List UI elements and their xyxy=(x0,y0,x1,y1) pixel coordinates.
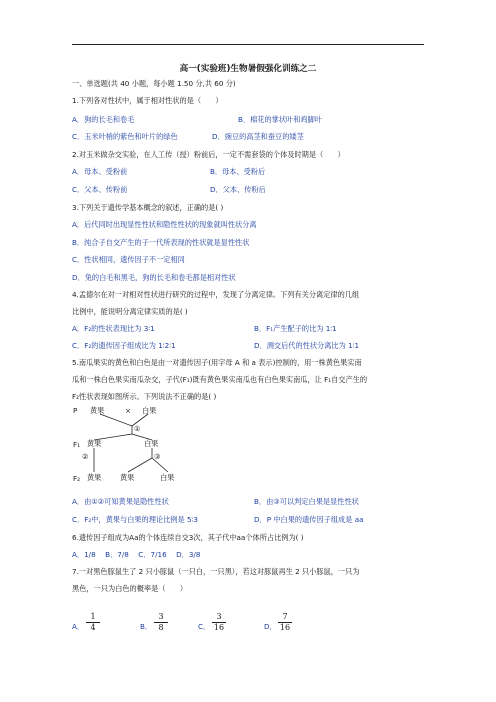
page-title: 高一(实验班)生物暑假强化训练之二 xyxy=(179,64,317,74)
pedigree-p-yellow: 黄果 xyxy=(90,406,105,415)
q7-option-a-denominator: 4 xyxy=(90,623,96,632)
q5-option-d: D．P 中白果的遗传因子组成是 aa xyxy=(254,515,364,524)
q3-option-d: D．兔的白毛和黑毛，狗的长毛和卷毛都是相对性状 xyxy=(72,273,236,282)
q3-option-a: A．后代同时出现显性性状和隐性性状的现象就叫性状分离 xyxy=(72,220,257,229)
section-heading: 一、单选题(共 40 小题，每小题 1.50 分,共 60 分) xyxy=(72,79,236,88)
pedigree-f2-yellow-a: 黄果 xyxy=(87,473,102,482)
q7-option-c-label: C． xyxy=(198,622,211,631)
q7-option-c-numerator: 3 xyxy=(212,612,226,623)
q7-option-d-denominator: 16 xyxy=(279,623,291,632)
q4-option-d: D．测交后代的性状分离比为 1∶1 xyxy=(254,341,360,350)
q7-option-d-numerator: 7 xyxy=(278,612,292,623)
pedigree-cross: × xyxy=(125,406,132,415)
q4-option-c: C．F₂的遗传因子组成比为 1∶2∶1 xyxy=(72,341,176,350)
pedigree-step-3: ③ xyxy=(154,452,161,461)
q2-stem: 2.对玉米做杂交实验，在人工传（授）粉前后，一定不需套袋的个体及时期是（ ） xyxy=(72,150,345,159)
pedigree-f1-white: 白果 xyxy=(144,439,159,448)
pedigree-f2-yellow-b: 黄果 xyxy=(120,473,135,482)
q3-option-c: C．性状相同，遗传因子不一定相同 xyxy=(72,255,185,264)
q5-stem-line3: F₂性状表现如图所示。下列说法不正确的是( ) xyxy=(72,392,217,401)
q1-stem: 1.下列各对性状中，属于相对性状的是（ ） xyxy=(72,96,223,105)
q1-option-b: B．棉花的掌状叶和鸡脚叶 xyxy=(238,115,322,124)
pedigree-p-white: 白果 xyxy=(142,406,157,415)
q2-option-b: B．母本、受粉后 xyxy=(210,167,266,176)
q4-option-b: B．F₁产生配子的比为 1∶1 xyxy=(254,324,337,333)
q6-stem: 6.遗传因子组成为Aa的个体连续自交3次，其子代中aa个体所占比例为( ) xyxy=(72,533,304,542)
q7-option-b-numerator: 3 xyxy=(154,612,168,623)
q1-option-c: C．玉米叶梢的紫色和叶片的绿色 xyxy=(72,132,178,141)
q7-stem-line1: 7.一对黑色豚鼠生了 2 只小豚鼠（一只白，一只黑），若这对豚鼠再生 2 只小豚鼠，一只为 xyxy=(72,567,360,576)
q2-option-d: D．父本、传粉后 xyxy=(210,185,266,194)
pedigree-f2-label: F₂ xyxy=(73,474,81,483)
q7-option-d-label: D． xyxy=(264,622,277,631)
q7-option-c-fraction xyxy=(212,612,226,633)
q3-option-b: B．纯合子自交产生的子一代所表现的性状就是显性性状 xyxy=(72,238,250,247)
q6-options: A．1/8 B．7/8 C．7/16 D．3/8 xyxy=(72,550,201,559)
q7-option-d-fraction xyxy=(278,612,292,633)
q7-option-b-fraction xyxy=(154,612,168,633)
q7-option-a-fraction xyxy=(86,612,100,633)
q1-option-d: D．豌豆的高茎和蚕豆的矮茎 xyxy=(212,132,304,141)
q7-option-c-denominator: 16 xyxy=(213,623,225,632)
q7-option-a-label: A． xyxy=(72,622,85,631)
q4-stem-line2: 比例中，能说明分离定律实质的是( ) xyxy=(72,307,188,316)
q7-stem-line2: 黑色，一只为白色的概率是（ ） xyxy=(72,584,188,593)
q1-option-a: A．狗的长毛和卷毛 xyxy=(72,115,135,124)
q5-stem-line1: 5.南瓜果实的黄色和白色是由一对遗传因子(用字母 A 和 a 表示)控制的，用一株黄色果实南 xyxy=(72,358,362,367)
pedigree-f1-label: F₁ xyxy=(73,440,81,449)
q5-option-a: A．由①②可知黄果是隐性性状 xyxy=(72,497,169,506)
q2-option-c: C．父本、传粉前 xyxy=(72,185,128,194)
q5-option-c: C．F₂中，黄果与白果的理论比例是 5∶3 xyxy=(72,515,198,524)
q7-option-b-label: B． xyxy=(140,622,153,631)
pedigree-step-1: ① xyxy=(134,424,141,433)
pedigree-f2-white: 白果 xyxy=(160,473,175,482)
q4-stem-line1: 4.孟德尔在对一对相对性状进行研究的过程中，发现了分离定律。下列有关分离定律的几组 xyxy=(72,290,360,299)
q7-option-a-numerator: 1 xyxy=(86,612,100,623)
q2-option-a: A．母本、受粉前 xyxy=(72,167,128,176)
q3-stem: 3.下列关于遗传学基本概念的叙述，正确的是( ) xyxy=(72,203,224,212)
q5-stem-line2: 瓜和一株白色果实南瓜杂交，子代(F₁)既有黄色果实南瓜也有白色果实南瓜，让 F₁自交产生的 xyxy=(72,375,368,384)
pedigree-f1-yellow: 黄果 xyxy=(87,439,102,448)
q4-option-a: A．F₂的性状表现比为 3∶1 xyxy=(72,324,155,333)
pedigree-step-2: ② xyxy=(82,452,89,461)
pedigree-p-label: P xyxy=(73,406,78,415)
pedigree-diagram xyxy=(70,404,210,492)
header-rule xyxy=(72,44,424,45)
q7-option-b-denominator: 8 xyxy=(158,623,164,632)
q5-option-b: B．由③可以判定白果是显性性状 xyxy=(254,497,359,506)
